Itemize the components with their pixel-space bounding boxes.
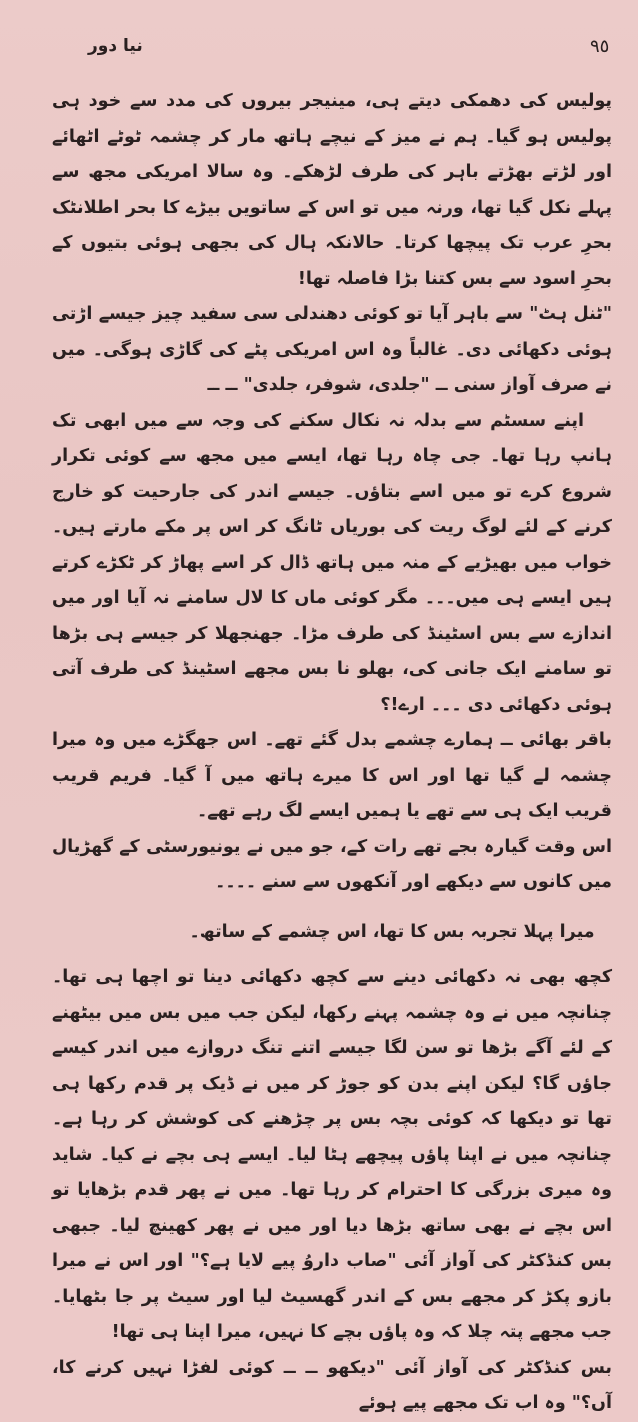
- running-title: نیا دور: [88, 36, 143, 56]
- page-body: [52, 84, 612, 1422]
- page-number: ٩٥: [590, 36, 610, 57]
- paragraph: بس کنڈکٹر کی آواز آئی "دیکھو ــ ــ کوئی لفڑا نہیں کرنے کا، آں؟" وہ اب تک مجھے پیے ہوئے: [52, 1357, 612, 1413]
- paragraph: پولیس کی دھمکی دیتے ہی، مینیجر بیروں کی مدد سے خود ہی پولیس ہو گیا۔ ہم نے میز کے نیچے ہاتھ مار کر چشمہ ٹوٹے اٹھائے اور لڑتے بھڑتے باہر کی طرف لڑھکے۔ وہ سالا امریکی مجھ سے پہلے نکل گیا تھا، ورنہ میں تو اس کے ساتویں بیڑے کا بحر اطلانٹک بحرِ عرب تک پیچھا کرتا۔ حالانکہ ہال کی بجھی ہوئی بتیوں کے بحرِ اسود سے بس کتنا بڑا فاصلہ تھا!: [52, 91, 612, 289]
- verse-line: میرا پہلا تجربہ بس کا تھا، اس چشمے کے ساتھ۔: [189, 921, 595, 942]
- paragraph: باقر بھائی ــ ہمارے چشمے بدل گئے تھے۔ اس جھگڑے میں وہ میرا چشمہ لے گیا تھا اور اس کا میرے ہاتھ میں آ گیا۔ فریم قریب قریب ایک ہی سے تھے یا ہمیں ایسے لگ رہے تھے۔: [52, 730, 612, 821]
- paragraph: اس وقت گیارہ بجے تھے رات کے، جو میں نے یونیورسٹی کے گھڑیال میں کانوں سے دیکھے اور آنکھوں سے سنے ۔۔۔۔: [52, 836, 612, 892]
- paragraph: "ٹنل ہٹ" سے باہر آیا تو کوئی دھندلی سی سفید چیز جیسے اڑتی ہوئی دکھائی دی۔ غالباً وہ اس امریکی پٹے کی گاڑی ہوگی۔ میں نے صرف آواز سنی ــ "جلدی، شوفر، جلدی" ــ ــ: [52, 304, 612, 395]
- page-header: [0, 36, 638, 66]
- paragraph: اپنے سسٹم سے بدلہ نہ نکال سکنے کی وجہ سے میں ابھی تک ہانپ رہا تھا۔ جی چاہ رہا تھا، ایسے میں مجھ سے کوئی تکرار شروع کرے تو میں اسے بتاؤں۔ جیسے اندر کی جارحیت کو خارج کرنے کے لئے لوگ ریت کی بوریاں ٹانگ کر اس پر مکے مارتے ہیں۔ خواب میں بھیڑیے کے منہ میں ہاتھ ڈال کر اسے پھاڑ کر ٹکڑے کرتے ہیں ایسے ہی میں۔۔۔ مگر کوئی ماں کا لال سامنے نہ آیا اور میں اندازے سے بس اسٹینڈ کی طرف مڑا۔ جھنجھلا کر جیسے ہی بڑھا تو سامنے ایک جانی کی، بھلو نا بس مجھے اسٹینڈ کی طرف آتی ہوئی دکھائی دی ۔۔۔ ارے!؟: [52, 410, 612, 715]
- paragraph: کچھ بھی نہ دکھائی دینے سے کچھ دکھائی دینا تو اچھا ہی تھا۔ چنانچہ میں نے وہ چشمہ پہنے رکھا، لیکن جب میں بس میں بیٹھنے کے لئے آگے بڑھا تو سن لگا جیسے اتنے تنگ دروازے میں اندر کیسے جاؤں گا؟ لیکن اپنے بدن کو جوڑ کر میں نے ڈیک پر قدم رکھا ہی تھا تو دیکھا کہ کوئی بچہ بس پر چڑھنے کی کوشش کر رہا ہے۔ چنانچہ میں نے اپنا پاؤں پیچھے ہٹا لیا۔ ایسے ہی بچے نے کیا۔ شاید وہ میری بزرگی کا احترام کر رہا تھا۔ میں نے پھر قدم بڑھایا تو اس بچے نے بھی ساتھ بڑھا دیا اور میں نے پھر کھینچ لیا۔ جبھی بس کنڈکٹر کی آواز آئی "صاب داروُ پیے لایا ہے؟" اور اس نے میرا بازو پکڑ کر مجھے بس کے اندر گھسیٹ لیا اور سیٹ پر جا بٹھایا۔ جب مجھے پتہ چلا کہ وہ پاؤں بچے کا نہیں، میرا اپنا ہی تھا!: [52, 967, 612, 1342]
